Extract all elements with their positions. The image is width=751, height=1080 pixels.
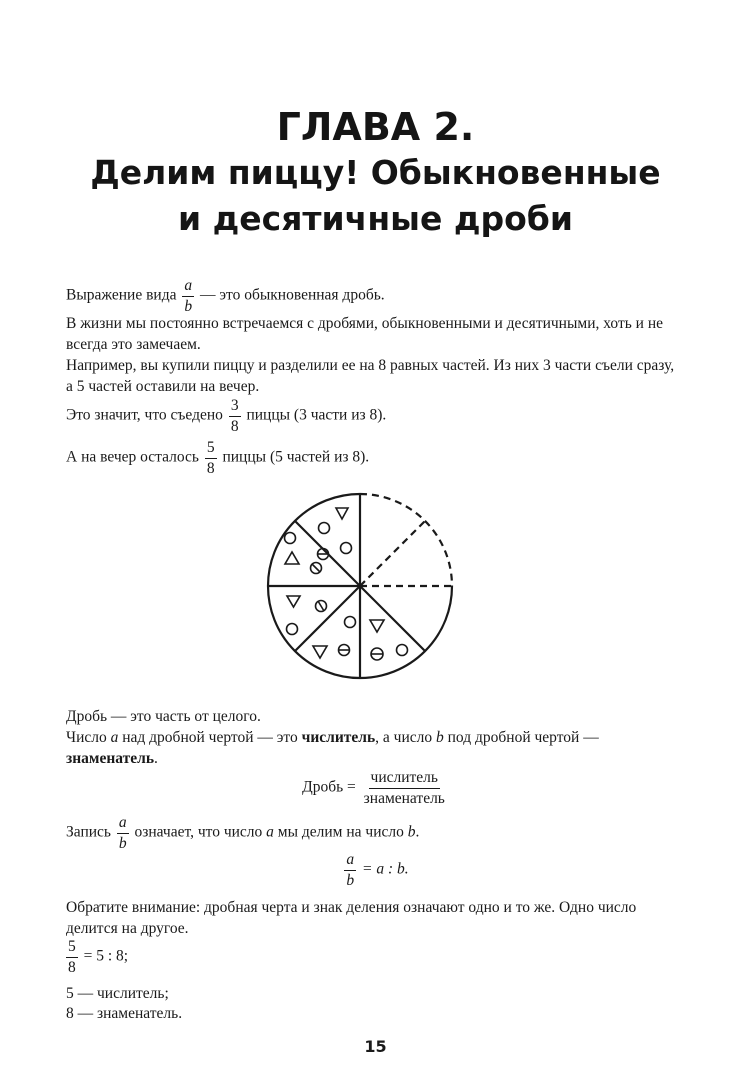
formula-rhs: = a : b. bbox=[362, 860, 409, 878]
text: Это значит, что съедено bbox=[66, 406, 223, 424]
text: А на вечер осталось bbox=[66, 448, 199, 466]
topping-triangle bbox=[287, 596, 300, 607]
numerator: числитель bbox=[369, 770, 440, 789]
term-denominator: знаменатель bbox=[66, 750, 155, 767]
topping-split-circle bbox=[316, 601, 327, 612]
eaten-cut-1 bbox=[360, 521, 425, 586]
slice-cut-lower-left bbox=[295, 586, 360, 651]
text: . bbox=[154, 750, 158, 767]
example-rhs: = 5 : 8; bbox=[83, 947, 129, 965]
denominator: b bbox=[118, 834, 127, 852]
text: Выражение вида bbox=[66, 286, 177, 304]
text: Запись bbox=[66, 823, 111, 841]
text: под дробной чертой — bbox=[443, 729, 599, 746]
denominator: 8 bbox=[68, 958, 76, 976]
topping-split-circle bbox=[371, 648, 383, 660]
numerator: a bbox=[182, 278, 194, 297]
example-fraction bbox=[66, 939, 684, 975]
fraction-3-8 bbox=[229, 398, 241, 434]
topping-circle bbox=[319, 523, 330, 534]
var-a: a bbox=[266, 823, 274, 841]
chapter-number: ГЛАВА 2. bbox=[276, 105, 475, 149]
paragraph-remaining bbox=[66, 440, 684, 476]
numerator: 5 bbox=[66, 939, 78, 958]
denominator: 8 bbox=[206, 459, 215, 477]
chapter-title-line1: Делим пиццу! Обыкновенные bbox=[90, 153, 661, 192]
denominator: b bbox=[184, 297, 193, 315]
topping-triangle bbox=[313, 646, 327, 658]
text: Число bbox=[66, 729, 111, 746]
topping-split-circle bbox=[311, 563, 322, 574]
text: , а число bbox=[375, 729, 437, 746]
numerator: a bbox=[117, 815, 129, 834]
fraction-a-b bbox=[182, 278, 194, 314]
var-b: b bbox=[407, 823, 416, 841]
formula-division bbox=[0, 852, 751, 888]
topping-circle bbox=[341, 543, 352, 554]
topping-split-circle bbox=[339, 645, 350, 656]
fraction-a-b bbox=[117, 815, 129, 851]
numerator: a bbox=[344, 852, 356, 871]
numerator: 5 bbox=[205, 440, 217, 459]
text: над дробной чертой — это bbox=[118, 729, 302, 746]
fraction-5-8 bbox=[66, 939, 78, 975]
topping-triangle bbox=[370, 620, 384, 632]
topping-circle bbox=[285, 533, 296, 544]
formula-left: Дробь = bbox=[302, 778, 356, 796]
fraction-words bbox=[362, 770, 447, 806]
topping-triangle bbox=[285, 552, 299, 564]
topping-circle bbox=[397, 645, 408, 656]
text: . bbox=[415, 823, 420, 841]
paragraph-pizza-example: Например, вы купили пиццу и разделили ее на 8 равных частей. Из них 3 части съели сразу, а 5 частей оставили на вечер. bbox=[66, 357, 675, 395]
text: пиццы (3 части из 8). bbox=[246, 406, 387, 424]
text: пиццы (5 частей из 8). bbox=[222, 448, 370, 466]
denominator: знаменатель bbox=[363, 789, 445, 807]
slice-cut-lower-right bbox=[360, 586, 425, 651]
text: — это обыкновенная дробь. bbox=[200, 286, 385, 304]
chapter-title-line2: и десятичные дроби bbox=[178, 199, 573, 238]
fraction-a-b bbox=[344, 852, 356, 888]
text: мы делим на число bbox=[277, 823, 404, 841]
paragraph-note: Обратите внимание: дробная черта и знак деления означают одно и то же. Одно число делится на другое. bbox=[66, 899, 637, 937]
paragraph-everyday-life: В жизни мы постоянно встречаемся с дробями, обыкновенными и десятичными, хоть и не всегда это замечаем. bbox=[66, 315, 664, 353]
var-b: b bbox=[436, 729, 444, 746]
paragraph-division-meaning bbox=[66, 815, 684, 851]
denominator: 8 bbox=[230, 417, 239, 435]
paragraph-numerator-denominator bbox=[66, 727, 684, 769]
paragraph-eaten bbox=[66, 398, 684, 434]
paragraph-fraction-definition: Дробь — это часть от целого. bbox=[66, 708, 261, 725]
topping-circle bbox=[345, 617, 356, 628]
numerator: 3 bbox=[229, 398, 241, 417]
topping-circle bbox=[287, 624, 298, 635]
page-number: 15 bbox=[364, 1037, 387, 1056]
formula-fraction-terms bbox=[0, 770, 751, 806]
var-a: a bbox=[110, 729, 119, 746]
paragraph-definition bbox=[66, 278, 684, 314]
pizza-diagram bbox=[260, 488, 470, 688]
toppings bbox=[285, 508, 408, 660]
denominator: b bbox=[346, 871, 355, 889]
fraction-5-8 bbox=[205, 440, 217, 476]
example-numerator: 5 — числитель; bbox=[66, 985, 169, 1002]
term-numerator: числитель bbox=[301, 729, 376, 746]
text: означает, что число bbox=[134, 823, 263, 841]
topping-triangle bbox=[336, 508, 348, 519]
example-denominator: 8 — знаменатель. bbox=[66, 1005, 183, 1022]
